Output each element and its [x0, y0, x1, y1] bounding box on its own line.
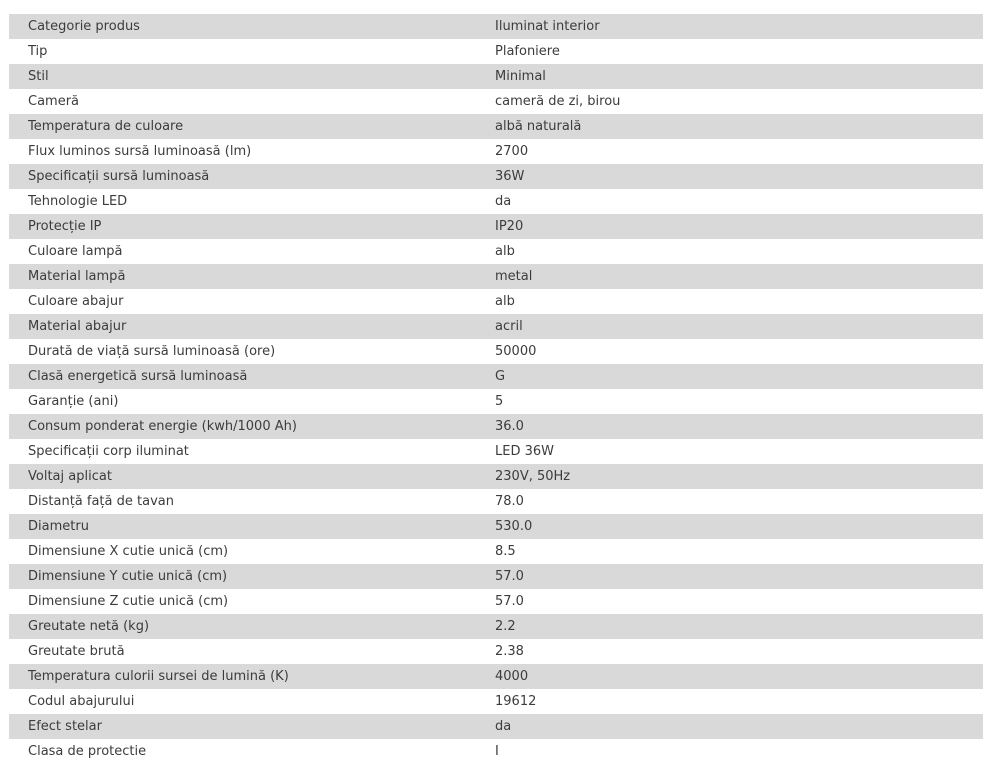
- spec-label: Dimensiune Y cutie unică (cm): [28, 569, 228, 584]
- spec-row: [9, 564, 983, 589]
- spec-label: Efect stelar: [28, 719, 102, 734]
- spec-value: I: [495, 744, 499, 759]
- spec-row: [9, 89, 983, 114]
- spec-value: acril: [495, 319, 523, 334]
- spec-label: Specificații sursă luminoasă: [28, 169, 210, 184]
- spec-value: 78.0: [495, 494, 524, 509]
- spec-row: [9, 464, 983, 489]
- spec-value: Plafoniere: [495, 44, 560, 59]
- spec-row: [9, 514, 983, 539]
- spec-label: Clasa de protectie: [28, 744, 147, 759]
- spec-label: Specificații corp iluminat: [28, 444, 189, 459]
- spec-row: [9, 39, 983, 64]
- spec-row: [9, 414, 983, 439]
- spec-label: Dimensiune X cutie unică (cm): [28, 544, 229, 559]
- spec-label: Flux luminos sursă luminoasă (lm): [28, 144, 252, 159]
- spec-label: Garanție (ani): [28, 394, 119, 409]
- spec-label: Culoare abajur: [28, 294, 124, 309]
- spec-row: [9, 489, 983, 514]
- spec-value: 230V, 50Hz: [495, 469, 571, 484]
- spec-row: [9, 289, 983, 314]
- spec-value: 57.0: [495, 569, 524, 584]
- spec-value: LED 36W: [495, 444, 554, 459]
- spec-value: albă naturală: [495, 119, 582, 134]
- spec-label: Clasă energetică sursă luminoasă: [28, 369, 248, 384]
- spec-value: da: [495, 719, 512, 734]
- spec-row: [9, 639, 983, 664]
- spec-label: Tehnologie LED: [28, 194, 128, 209]
- spec-label: Durată de viață sursă luminoasă (ore): [28, 344, 276, 359]
- spec-row: [9, 64, 983, 89]
- spec-label: Material abajur: [28, 319, 127, 334]
- spec-label: Distanță față de tavan: [28, 494, 174, 509]
- spec-value: 36.0: [495, 419, 524, 434]
- spec-row: [9, 539, 983, 564]
- spec-value: 57.0: [495, 594, 524, 609]
- spec-label: Diametru: [28, 519, 89, 534]
- spec-value: da: [495, 194, 512, 209]
- spec-label: Consum ponderat energie (kwh/1000 Ah): [28, 419, 297, 434]
- spec-row: [9, 589, 983, 614]
- spec-value: 2.2: [495, 619, 516, 634]
- spec-value: Iluminat interior: [495, 19, 600, 34]
- spec-row: [9, 214, 983, 239]
- spec-label: Greutate netă (kg): [28, 619, 150, 634]
- spec-value: 5: [495, 394, 504, 409]
- spec-row: [9, 139, 983, 164]
- spec-label: Codul abajurului: [28, 694, 135, 709]
- spec-row: [9, 664, 983, 689]
- spec-value: 50000: [495, 344, 537, 359]
- spec-label: Voltaj aplicat: [28, 469, 112, 484]
- spec-label: Temperatura culorii sursei de lumină (K): [28, 669, 289, 684]
- spec-row: [9, 389, 983, 414]
- spec-row: [9, 739, 983, 764]
- spec-value: 2700: [495, 144, 529, 159]
- spec-row: [9, 689, 983, 714]
- spec-value: G: [495, 369, 506, 384]
- spec-label: Dimensiune Z cutie unică (cm): [28, 594, 229, 609]
- spec-table-body: [9, 14, 983, 764]
- product-specifications-table: [9, 14, 983, 764]
- spec-label: Temperatura de culoare: [28, 119, 184, 134]
- spec-row: [9, 439, 983, 464]
- spec-row: [9, 264, 983, 289]
- spec-row: [9, 239, 983, 264]
- spec-row: [9, 339, 983, 364]
- spec-value: cameră de zi, birou: [495, 94, 621, 109]
- spec-label: Stil: [28, 69, 49, 84]
- spec-value: metal: [495, 269, 533, 284]
- spec-value: 2.38: [495, 644, 524, 659]
- spec-label: Protecție IP: [28, 219, 102, 234]
- spec-label: Greutate brută: [28, 644, 125, 659]
- spec-label: Tip: [28, 44, 48, 59]
- spec-row: [9, 364, 983, 389]
- spec-value: IP20: [495, 219, 524, 234]
- spec-value: alb: [495, 294, 515, 309]
- spec-label: Culoare lampă: [28, 244, 123, 259]
- spec-row: [9, 164, 983, 189]
- spec-value: alb: [495, 244, 515, 259]
- spec-value: 36W: [495, 169, 525, 184]
- spec-label: Categorie produs: [28, 19, 140, 34]
- spec-value: 530.0: [495, 519, 533, 534]
- spec-row: [9, 114, 983, 139]
- spec-row: [9, 714, 983, 739]
- spec-value: 19612: [495, 694, 537, 709]
- spec-label: Material lampă: [28, 269, 126, 284]
- spec-row: [9, 189, 983, 214]
- spec-label: Cameră: [28, 94, 80, 109]
- spec-value: 8.5: [495, 544, 516, 559]
- spec-row: [9, 314, 983, 339]
- spec-row: [9, 14, 983, 39]
- spec-row: [9, 614, 983, 639]
- spec-value: 4000: [495, 669, 529, 684]
- spec-value: Minimal: [495, 69, 546, 84]
